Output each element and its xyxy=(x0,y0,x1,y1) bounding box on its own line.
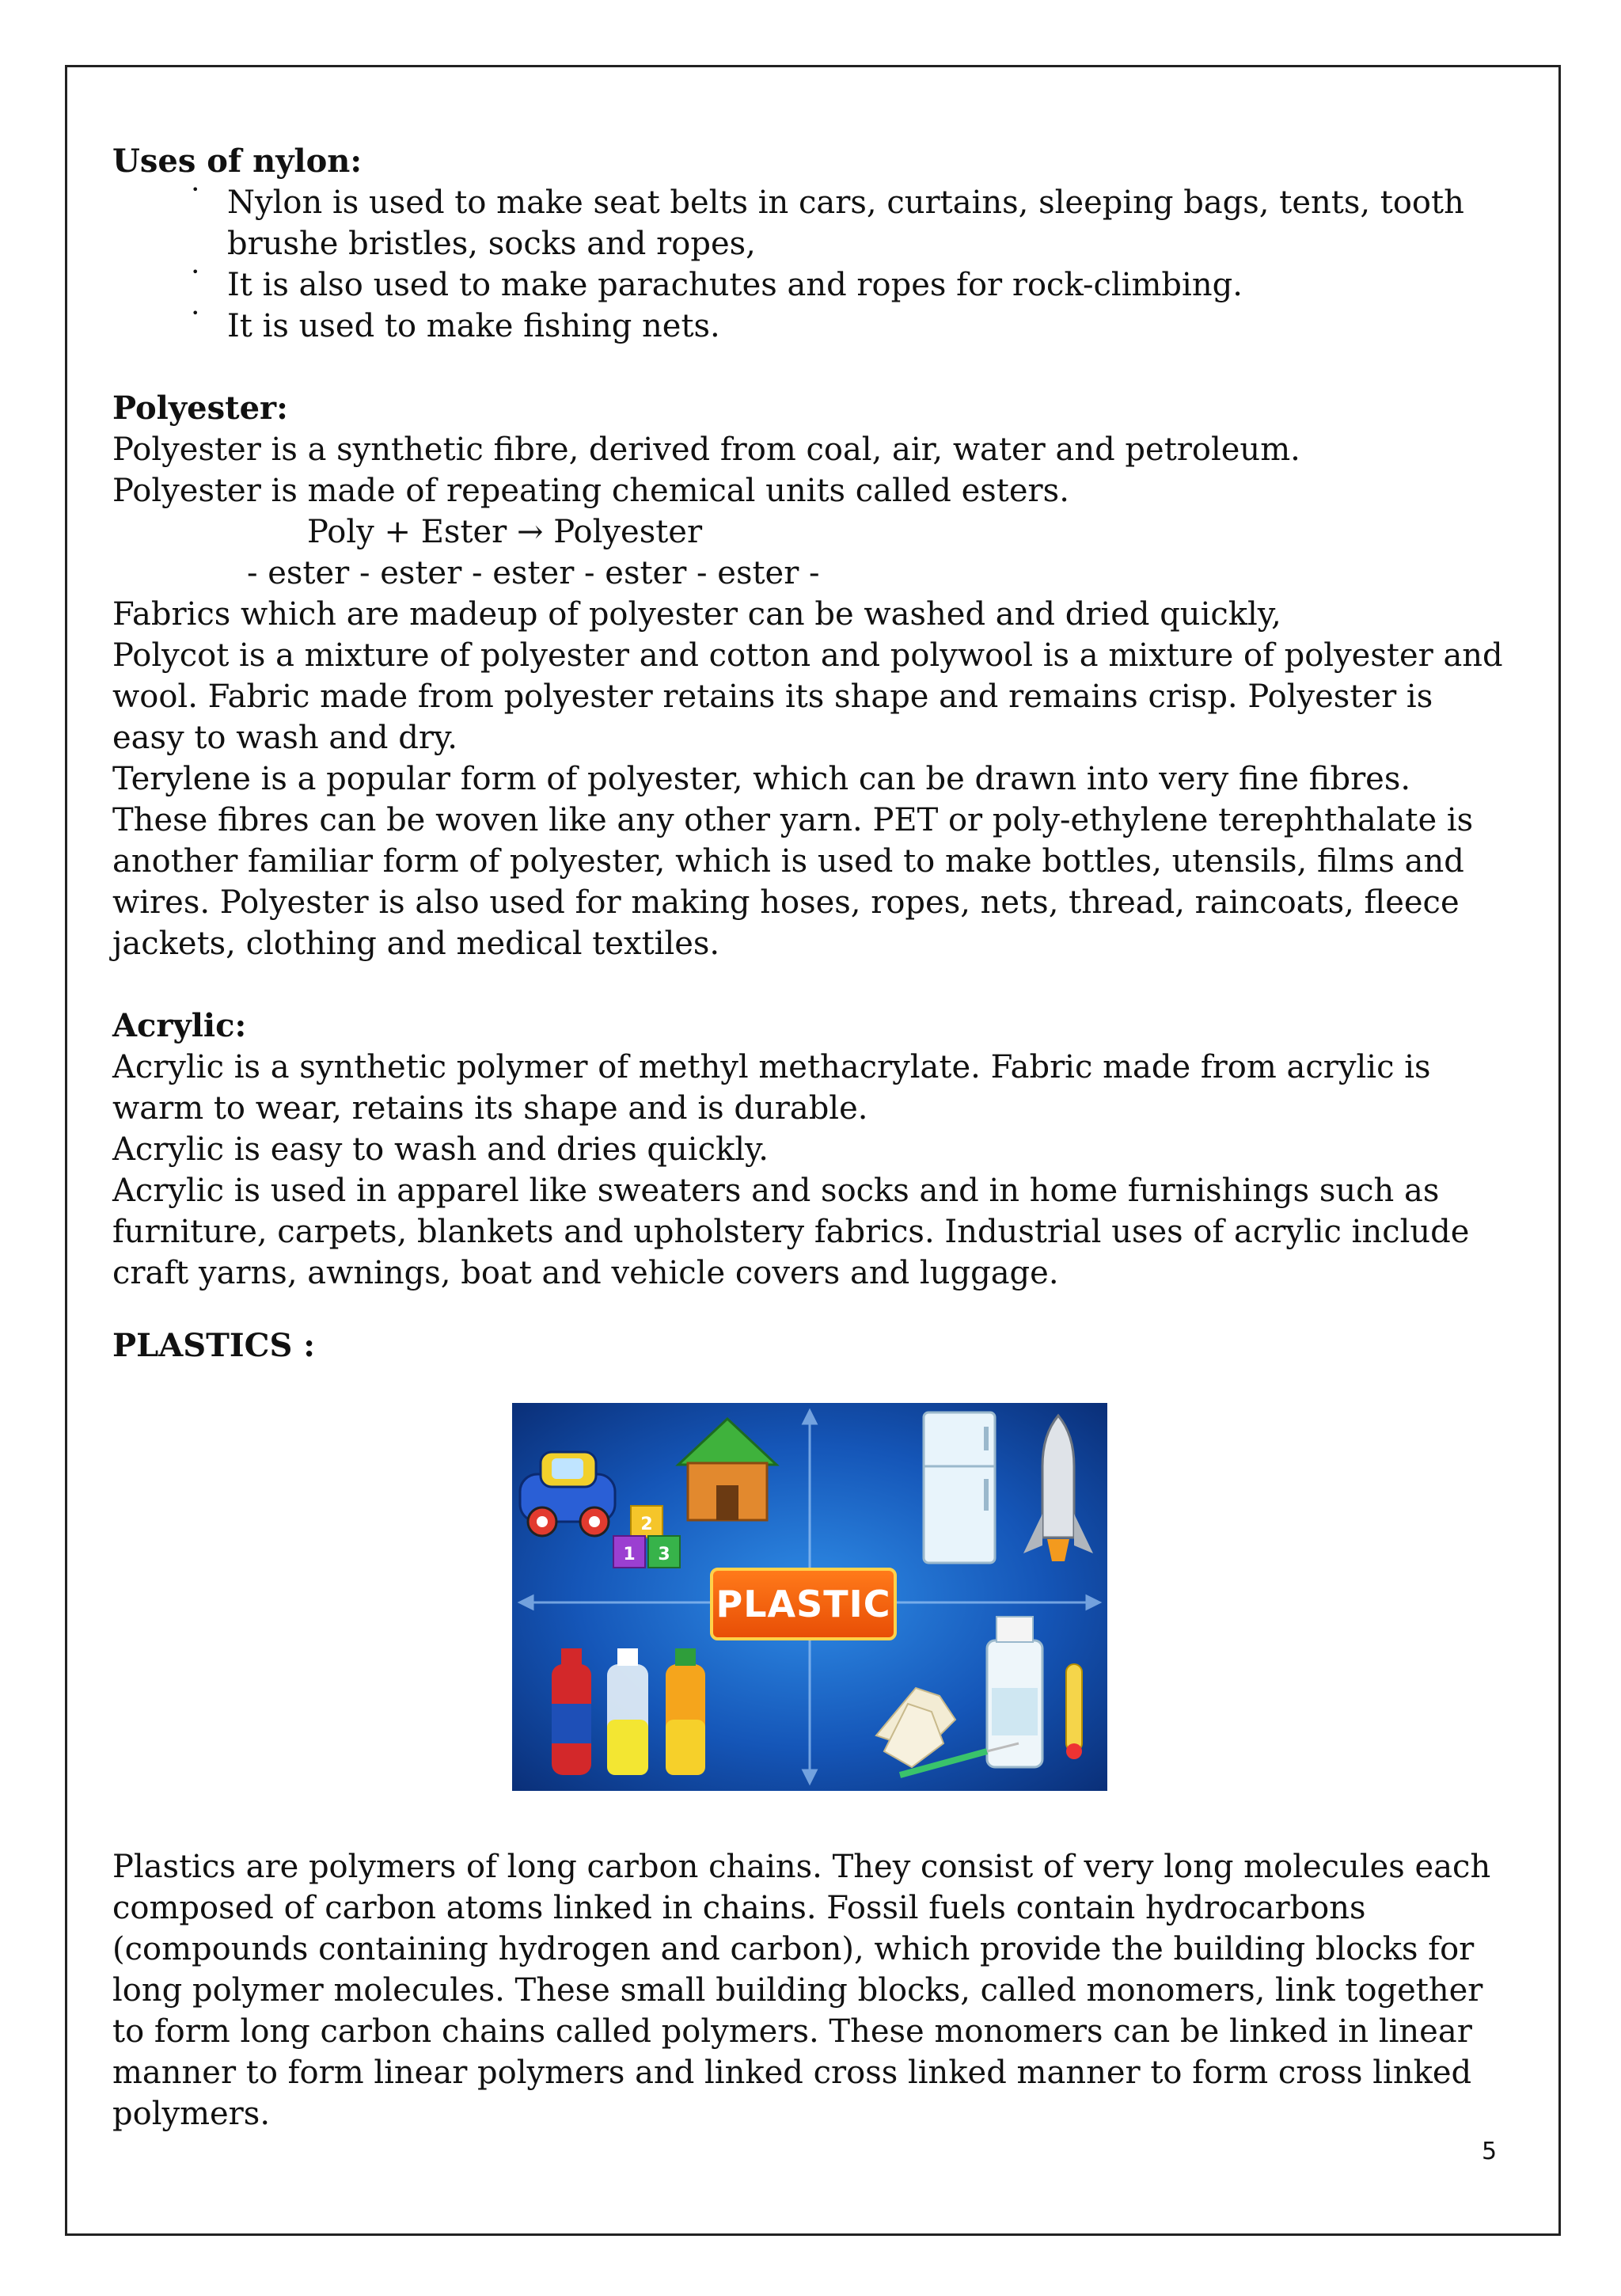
paragraph-line: Acrylic is used in apparel like sweaters and socks and in home furnishings such as xyxy=(112,1173,1440,1209)
plastic-products-image xyxy=(512,1403,1107,1791)
toy-car-icon xyxy=(520,1452,615,1536)
paragraph-line: jackets, clothing and medical textiles. xyxy=(112,926,720,962)
list-item xyxy=(112,306,1505,347)
paragraph-line: furniture, carpets, blankets and upholstery fabrics. Industrial uses of acrylic include xyxy=(112,1214,1470,1250)
paragraph-line: Polyester is a synthetic fibre, derived from coal, air, water and petroleum. xyxy=(112,431,1300,468)
paragraph-line: another familiar form of polyester, which is used to make bottles, utensils, films and xyxy=(112,843,1464,880)
list-item-text: Nylon is used to make seat belts in cars, curtains, sleeping bags, tents, tooth xyxy=(227,184,1464,221)
plastics-paragraph xyxy=(112,1846,1505,2134)
paragraph-line: to form long carbon chains called polymers. These monomers can be linked in linear xyxy=(112,2013,1472,2050)
paragraph-line: wool. Fabric made from polyester retains its shape and remains crisp. Polyester is xyxy=(112,679,1433,715)
paragraph-line: composed of carbon atoms linked in chains. Fossil fuels contain hydrocarbons xyxy=(112,1890,1366,1926)
gloves-icon xyxy=(876,1688,955,1767)
refrigerator-icon xyxy=(924,1412,995,1563)
paragraph-line: Acrylic is easy to wash and dries quickly. xyxy=(112,1131,769,1168)
polyester-heading: Polyester: xyxy=(112,390,288,427)
block-label: 2 xyxy=(640,1515,653,1534)
block-label: 1 xyxy=(623,1545,636,1564)
page-content xyxy=(112,141,1505,2134)
paragraph-line: Polycot is a mixture of polyester and cotton and polywool is a mixture of polyester and xyxy=(112,637,1503,674)
bottles-icon xyxy=(552,1648,705,1775)
bullet-icon: • xyxy=(192,264,199,279)
paragraph-line: Fabrics which are madeup of polyester can be washed and dried quickly, xyxy=(112,596,1281,633)
list-item-text: brushe bristles, socks and ropes, xyxy=(227,226,756,262)
toy-house-icon xyxy=(678,1419,776,1520)
paragraph-line: Terylene is a popular form of polyester, which can be drawn into very fine fibres. xyxy=(112,761,1411,797)
ester-chain: - ester - ester - ester - ester - ester - xyxy=(247,555,820,591)
acrylic-heading: Acrylic: xyxy=(112,1007,247,1044)
plastic-label: PLASTIC xyxy=(710,1568,897,1640)
paragraph-line: wires. Polyester is also used for making hoses, ropes, nets, thread, raincoats, fleece xyxy=(112,884,1460,921)
paragraph-line: manner to form linear polymers and linked cross linked manner to form cross linked xyxy=(112,2055,1472,2091)
toy-blocks-icon xyxy=(613,1506,680,1568)
paragraph-line: Polyester is made of repeating chemical units called esters. xyxy=(112,473,1069,509)
block-label: 3 xyxy=(658,1545,670,1564)
paragraph-line: Acrylic is a synthetic polymer of methyl methacrylate. Fabric made from acrylic is xyxy=(112,1049,1431,1085)
polyester-formula: Poly + Ester → Polyester xyxy=(307,514,703,550)
paragraph-line: polymers. xyxy=(112,2096,271,2132)
page-number: 5 xyxy=(1482,2138,1498,2165)
paragraph-line: long polymer molecules. These small building blocks, called monomers, link together xyxy=(112,1972,1483,2009)
paragraph-line: warm to wear, retains its shape and is durable. xyxy=(112,1090,868,1127)
paragraph-line: These fibres can be woven like any other yarn. PET or poly-ethylene terephthalate is xyxy=(112,802,1474,838)
bullet-icon: • xyxy=(192,306,199,321)
nylon-heading: Uses of nylon: xyxy=(112,143,363,180)
nylon-uses-list xyxy=(112,182,1505,347)
list-item xyxy=(112,264,1505,306)
list-item xyxy=(112,182,1505,264)
paragraph-line: Plastics are polymers of long carbon chains. They consist of very long molecules each xyxy=(112,1849,1491,1885)
rocket-icon xyxy=(1023,1416,1093,1561)
bullet-icon: • xyxy=(192,182,199,197)
paragraph-line: craft yarns, awnings, boat and vehicle covers and luggage. xyxy=(112,1255,1059,1291)
paragraph-line: (compounds containing hydrogen and carbon), which provide the building blocks for xyxy=(112,1931,1475,1967)
list-item-text: It is used to make fishing nets. xyxy=(227,308,720,344)
plastics-heading: PLASTICS : xyxy=(112,1327,316,1364)
paragraph-line: easy to wash and dry. xyxy=(112,720,457,756)
list-item-text: It is also used to make parachutes and ropes for rock-climbing. xyxy=(227,267,1243,303)
